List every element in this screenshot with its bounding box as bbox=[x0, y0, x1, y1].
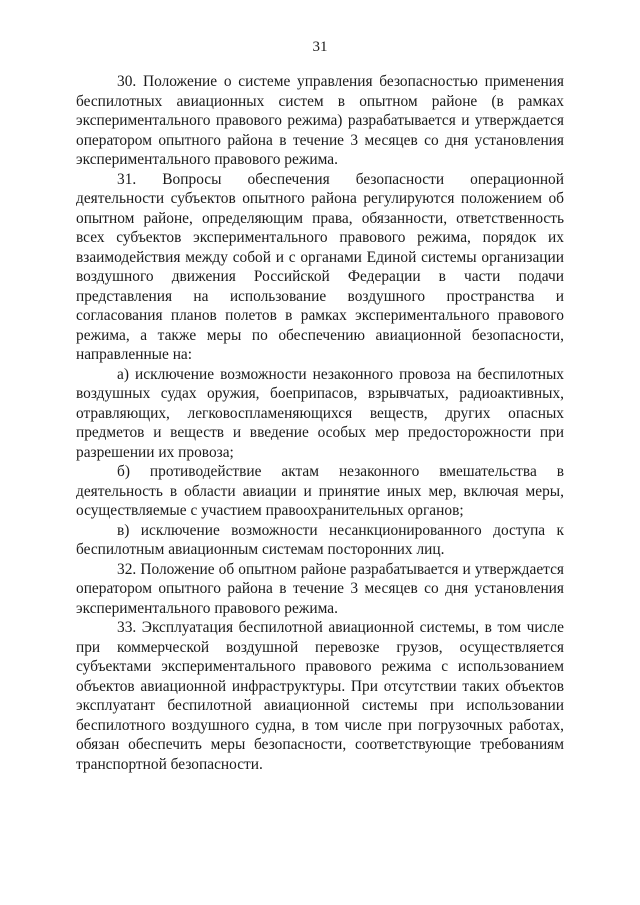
paragraph-32: 32. Положение об опытном районе разрабатывается и утверждается оператором опытного района в течение 3 месяцев со дня установления экспериментального правового режима. bbox=[76, 560, 564, 617]
paragraph-31-item-c: в) исключение возможности несанкционированного доступа к беспилотным авиационным системам посторонних лиц. bbox=[76, 521, 564, 558]
paragraph-31-item-a: а) исключение возможности незаконного провоза на беспилотных воздушных судах оружия, боеприпасов, взрывчатых, радиоактивных, отравляющих, легковоспламеняющихся веществ, других опасных предметов и веществ и введение особых мер предосторожности при разрешении их провоза; bbox=[76, 365, 564, 461]
page-number: 31 bbox=[312, 39, 328, 55]
paragraph-33: 33. Эксплуатация беспилотной авиационной системы, в том числе при коммерческой воздушной перевозке грузов, осуществляется субъектами экспериментального правового режима с использованием объектов авиационной инфраструктуры. При отсутствии таких объектов эксплуатант беспилотной авиационной системы при использовании беспилотного воздушного судна, в том числе при погрузочных работах, обязан обеспечить меры безопасности, соответствующие требованиям транспортной безопасности. bbox=[76, 619, 564, 773]
paragraph-31-item-b: б) противодействие актам незаконного вмешательства в деятельность в области авиации и принятие иных мер, включая меры, осуществляемые с участием правоохранительных органов; bbox=[76, 463, 564, 519]
document-body bbox=[76, 72, 564, 774]
paragraph-30: 30. Положение о системе управления безопасностью применения беспилотных авиационных систем в опытном районе (в рамках экспериментального правового режима) разрабатывается и утверждается оператором опытного района в течение 3 месяцев со дня установления экспериментального правового режима. bbox=[76, 73, 564, 168]
paragraph-31: 31. Вопросы обеспечения безопасности операционной деятельности субъектов опытного района регулируются положением об опытном районе, определяющим права, обязанности, ответственность всех субъектов экспериментального правового режима, порядок их взаимодействия между собой и с органами Единой системы организации воздушного движения Российской Федерации в части подачи представления на использование воздушного пространства и согласования планов полетов в рамках экспериментального правового режима, а также меры по обеспечению авиационной безопасности, направленные на: bbox=[76, 170, 564, 363]
